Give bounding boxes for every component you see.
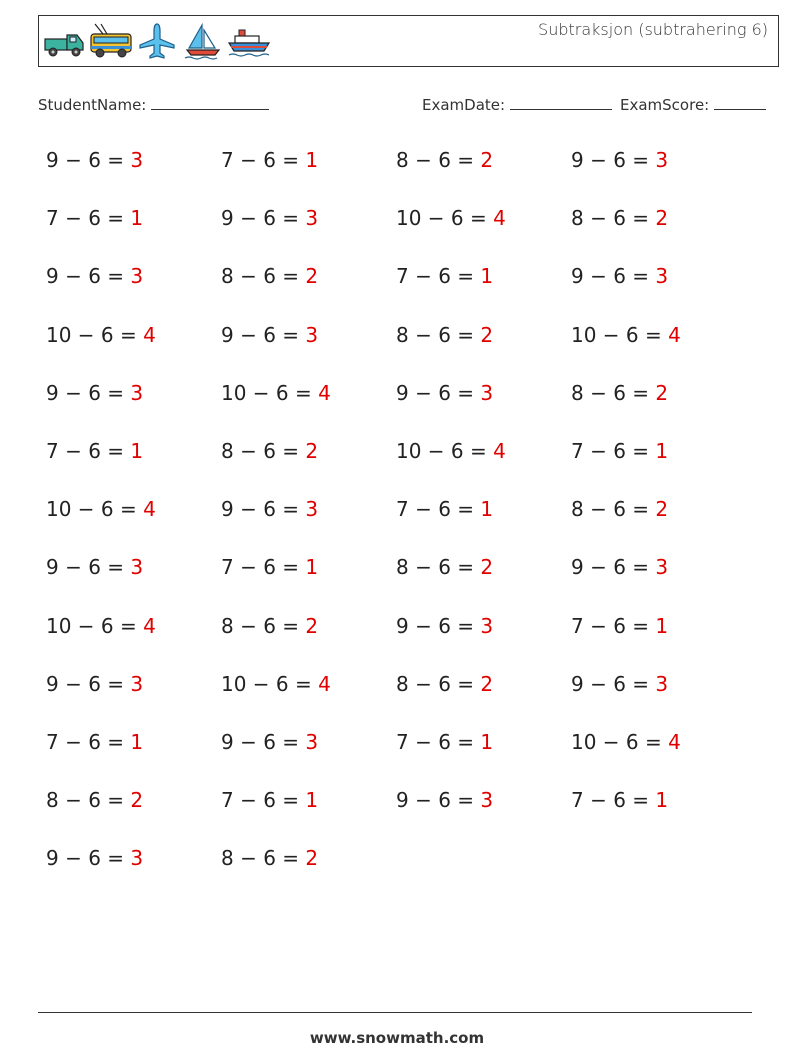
problem-question: 9 − 6 = (571, 555, 656, 579)
problem-item (571, 206, 668, 230)
problem-question: 9 − 6 = (396, 381, 481, 405)
problem-answer: 1 (305, 555, 319, 579)
problem-answer: 1 (655, 788, 669, 812)
problem-question: 7 − 6 = (221, 555, 306, 579)
problem-item (396, 206, 506, 230)
problem-question: 10 − 6 = (571, 323, 669, 347)
problem-item (396, 264, 493, 288)
problem-question: 7 − 6 = (221, 788, 306, 812)
problem-question: 8 − 6 = (396, 323, 481, 347)
sailboat-icon (181, 22, 225, 62)
problem-item (221, 323, 318, 347)
problem-item (221, 672, 331, 696)
problem-item (46, 439, 143, 463)
worksheet-title: Subtraksjon (subtrahering 6) (538, 20, 768, 39)
problem-question: 10 − 6 = (396, 206, 494, 230)
problem-question: 7 − 6 = (221, 148, 306, 172)
footer-divider (38, 1012, 752, 1013)
problem-item (571, 264, 668, 288)
problem-question: 10 − 6 = (396, 439, 494, 463)
problem-item (46, 788, 143, 812)
problem-answer: 4 (493, 206, 506, 230)
problem-answer: 3 (130, 846, 144, 870)
problem-answer: 1 (305, 148, 319, 172)
problem-answer: 2 (305, 439, 319, 463)
problem-question: 7 − 6 = (571, 439, 656, 463)
problem-answer: 1 (130, 439, 144, 463)
problem-answer: 2 (480, 148, 494, 172)
problem-question: 9 − 6 = (46, 148, 131, 172)
vehicle-icons (43, 22, 271, 62)
problem-answer: 2 (305, 614, 319, 638)
problem-item (46, 730, 143, 754)
student-name-label: StudentName: (38, 96, 147, 114)
problem-item (221, 264, 318, 288)
problem-question: 8 − 6 = (396, 672, 481, 696)
problem-question: 7 − 6 = (396, 730, 481, 754)
problem-question: 9 − 6 = (221, 730, 306, 754)
problem-question: 8 − 6 = (221, 264, 306, 288)
problem-question: 9 − 6 = (221, 206, 306, 230)
problem-question: 7 − 6 = (396, 264, 481, 288)
problem-answer: 3 (130, 148, 144, 172)
problem-question: 9 − 6 = (571, 672, 656, 696)
problem-item (571, 323, 681, 347)
problem-item (46, 846, 143, 870)
exam-date-label: ExamDate: (422, 96, 506, 114)
problem-question: 10 − 6 = (221, 381, 319, 405)
problem-answer: 2 (130, 788, 144, 812)
problem-item (46, 497, 156, 521)
problem-question: 10 − 6 = (571, 730, 669, 754)
problem-answer: 3 (655, 148, 669, 172)
problem-item (396, 788, 493, 812)
problem-item (221, 788, 318, 812)
problem-answer: 1 (130, 730, 144, 754)
problem-item (571, 672, 668, 696)
problem-item (221, 439, 318, 463)
problem-answer: 4 (143, 497, 156, 521)
exam-score-field[interactable] (620, 93, 766, 114)
problem-item (396, 730, 493, 754)
airplane-icon (135, 22, 179, 62)
problem-answer: 2 (480, 323, 494, 347)
problem-question: 7 − 6 = (571, 614, 656, 638)
problem-question: 8 − 6 = (396, 555, 481, 579)
problem-item (571, 614, 668, 638)
problem-question: 8 − 6 = (221, 614, 306, 638)
problem-question: 9 − 6 = (571, 148, 656, 172)
problem-question: 9 − 6 = (46, 846, 131, 870)
problem-item (46, 206, 143, 230)
problem-question: 9 − 6 = (221, 323, 306, 347)
problem-item (571, 788, 668, 812)
problem-item (571, 381, 668, 405)
problem-item (571, 497, 668, 521)
problem-answer: 3 (480, 381, 494, 405)
problem-item (571, 148, 668, 172)
problem-item (46, 323, 156, 347)
problem-answer: 3 (305, 497, 319, 521)
ship-icon (227, 22, 271, 62)
problem-answer: 1 (655, 439, 669, 463)
exam-score-blank[interactable] (714, 93, 766, 110)
problem-answer: 4 (143, 614, 156, 638)
problem-question: 9 − 6 = (571, 264, 656, 288)
problem-question: 10 − 6 = (46, 614, 144, 638)
problem-question: 9 − 6 = (46, 381, 131, 405)
problem-answer: 2 (305, 846, 319, 870)
problem-question: 7 − 6 = (571, 788, 656, 812)
info-row (38, 93, 771, 117)
problem-question: 7 − 6 = (46, 206, 131, 230)
problem-answer: 3 (655, 555, 669, 579)
problem-question: 7 − 6 = (396, 497, 481, 521)
problem-item (396, 555, 493, 579)
problem-question: 8 − 6 = (571, 206, 656, 230)
problem-item (396, 614, 493, 638)
problem-question: 8 − 6 = (221, 439, 306, 463)
problem-item (221, 206, 318, 230)
student-name-field[interactable] (38, 93, 269, 114)
problem-item (221, 846, 318, 870)
problem-answer: 3 (305, 730, 319, 754)
problem-item (221, 381, 331, 405)
problem-answer: 1 (130, 206, 144, 230)
problem-answer: 2 (305, 264, 319, 288)
problem-answer: 3 (655, 672, 669, 696)
problem-item (46, 672, 143, 696)
problem-answer: 4 (318, 672, 331, 696)
problem-question: 9 − 6 = (46, 555, 131, 579)
problem-question: 9 − 6 = (46, 264, 131, 288)
exam-date-blank[interactable] (510, 93, 612, 110)
problem-item (221, 614, 318, 638)
problem-answer: 1 (480, 730, 494, 754)
problem-answer: 3 (305, 323, 319, 347)
problem-item (46, 381, 143, 405)
problem-answer: 3 (130, 264, 144, 288)
trolleybus-icon (89, 22, 133, 62)
problem-item (571, 730, 681, 754)
problem-item (396, 381, 493, 405)
problem-answer: 3 (655, 264, 669, 288)
problem-answer: 4 (493, 439, 506, 463)
worksheet-header (38, 15, 779, 67)
problem-question: 10 − 6 = (46, 323, 144, 347)
problem-item (571, 439, 668, 463)
problem-question: 9 − 6 = (221, 497, 306, 521)
problem-item (571, 555, 668, 579)
problem-item (46, 264, 143, 288)
problem-answer: 2 (480, 672, 494, 696)
problem-question: 10 − 6 = (46, 497, 144, 521)
problem-question: 8 − 6 = (571, 497, 656, 521)
problem-question: 9 − 6 = (46, 672, 131, 696)
problem-answer: 1 (480, 264, 494, 288)
problem-answer: 3 (480, 788, 494, 812)
problem-answer: 1 (655, 614, 669, 638)
problem-answer: 2 (655, 381, 669, 405)
problem-answer: 3 (130, 555, 144, 579)
problem-answer: 2 (480, 555, 494, 579)
problem-answer: 4 (143, 323, 156, 347)
problem-answer: 3 (130, 672, 144, 696)
problem-answer: 4 (318, 381, 331, 405)
problem-item (396, 672, 493, 696)
problem-item (396, 323, 493, 347)
problem-answer: 4 (668, 730, 681, 754)
problem-answer: 2 (655, 206, 669, 230)
problem-question: 7 − 6 = (46, 730, 131, 754)
problem-item (221, 497, 318, 521)
problem-item (396, 439, 506, 463)
problem-item (221, 730, 318, 754)
problem-item (396, 497, 493, 521)
problem-item (221, 148, 318, 172)
problem-item (46, 148, 143, 172)
footer-site: www.snowmath.com (309, 1029, 485, 1047)
problem-answer: 4 (668, 323, 681, 347)
problem-question: 8 − 6 = (221, 846, 306, 870)
problem-question: 8 − 6 = (396, 148, 481, 172)
problem-item (46, 614, 156, 638)
exam-score-label: ExamScore: (620, 96, 710, 114)
problem-answer: 2 (655, 497, 669, 521)
problem-answer: 1 (305, 788, 319, 812)
problem-question: 7 − 6 = (46, 439, 131, 463)
problem-item (46, 555, 143, 579)
problem-question: 10 − 6 = (221, 672, 319, 696)
problem-answer: 3 (480, 614, 494, 638)
problem-answer: 3 (305, 206, 319, 230)
problem-answer: 3 (130, 381, 144, 405)
problem-question: 9 − 6 = (396, 788, 481, 812)
problem-item (396, 148, 493, 172)
problem-question: 9 − 6 = (396, 614, 481, 638)
problem-question: 8 − 6 = (571, 381, 656, 405)
problem-answer: 1 (480, 497, 494, 521)
problem-question: 8 − 6 = (46, 788, 131, 812)
problem-item (221, 555, 318, 579)
exam-date-field[interactable] (422, 93, 612, 114)
student-name-blank[interactable] (151, 93, 269, 110)
truck-icon (43, 22, 87, 62)
